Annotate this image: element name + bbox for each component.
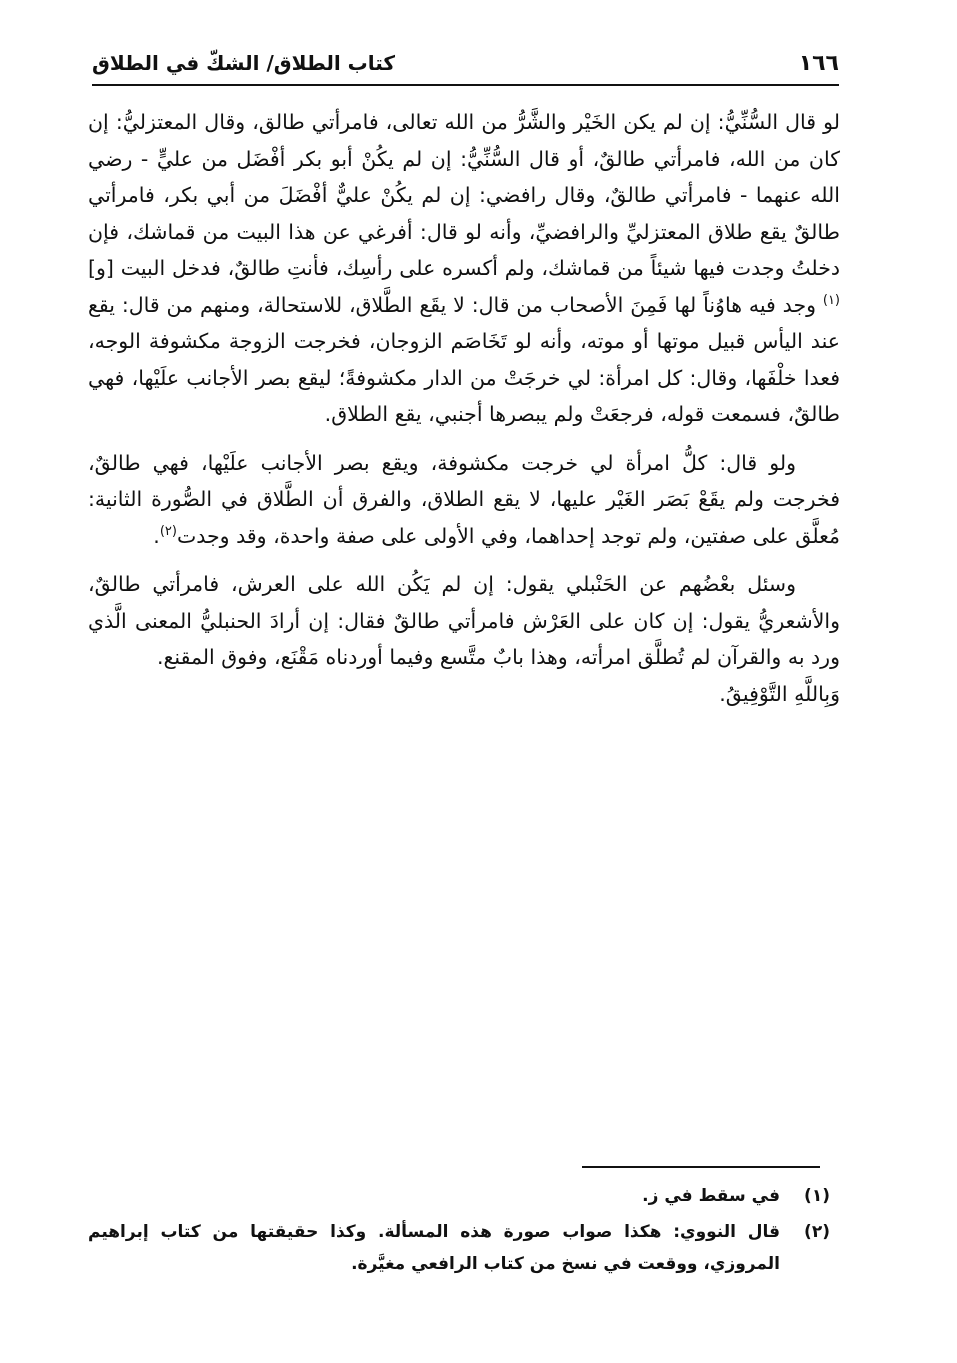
paragraph-3 xyxy=(88,566,840,712)
footnote-2 xyxy=(88,1216,840,1280)
main-text xyxy=(88,104,840,724)
footnote-ref-2: (٢) xyxy=(159,523,177,539)
paragraph-2-end: . xyxy=(153,523,160,548)
footnote-text: في سقط في ز. xyxy=(642,1186,780,1206)
closing-phrase: وَبِاللَّهِ التَّوْفِيقُ. xyxy=(719,681,840,706)
footnote-number: (٢) xyxy=(804,1222,830,1242)
paragraph-2-text: ولو قال: كلُّ امرأة لي خرجت مكشوفة، ويقع بصر الأجانب علَيْها، فهي طالقٌ، فخرجت ولم يقَعْ بَصَر الغَيْر عليها، لا يقع الطلاق، والفرق أن الطَّلاق في الصُّورة الثانية: مُعلَّق على صفتين، ولم توجد إحداهما، وفي الأولى على صفة واحدة، وقد وجدت xyxy=(88,450,840,548)
footnote-ref-1: (١) xyxy=(822,292,840,308)
footnote-text: قال النووي: هكذا صواب صورة هذه المسألة. وكذا حقيقتها من كتاب إبراهيم المروزي، ووقعت في نسخ من كتاب الرافعي مغيَّرة. xyxy=(88,1222,780,1274)
page-number: ١٦٦ xyxy=(798,50,839,76)
paragraph-1-continuation: وجد فيه هاوُناً لها فَمِنَ الأصحاب من قال: لا يقَع الطَّلاق، للاستحالة، ومنهم من قال: يقع عند اليأس قبيل موتها أو موته، وأنه لو تَخَاصَم الزوجان، فخرجت الزوجة مكشوفة الوجه، فعدا خلْفَها، وقال: كل امرأة: لي خرجَتْ من الدار مكشوفةً؛ ليقع بصر الأجانب علَيْها، فهي طالقٌ، فسمعت قوله، فرجعَتْ ولم يبصرها أجنبي، يقع الطلاق. xyxy=(88,292,840,426)
paragraph-2 xyxy=(88,445,840,555)
footnote-number: (١) xyxy=(804,1186,830,1206)
paragraph-1-text: لو قال السُّنِّيُّ: إن لم يكن الخَيْر والشَّرُّ من الله تعالى، فامرأتي طالق، وقال المعتزليُّ: إن كان من الله، فامرأتي طالقٌ، أو قال السُّنِّيُّ: إن لم يكُنْ أبو بكر أفْضَل من عليٍّ - رضي الله عنهما - فامرأتي طالقٌ، وقال رافضي: إن لم يكُنْ عليٌّ أفْضَلَ من أبي بكر، فامرأتي طالقٌ يقع طلاق المعتزليِّ والرافضيِّ، وأنه لو قال: أفرغي عن هذا البيت من قماشك، فإن دخلتُ وجدت فيها شيئاً من قماشك، ولم أكسره على رأسِك، فأنتِ طالقٌ، فدخل البيت [و] xyxy=(88,110,840,280)
page-header xyxy=(92,44,839,82)
paragraph-3-text: وسئل بعْضُهم عن الحَنْبلي يقول: إن لم يَكُن الله على العرش، فامرأتي طالقٌ، والأشعريُّ يقول: إن كان على العَرْش فامرأتي طالقٌ فقال: إن أرادَ الحنبليُّ المعنى الَّذي ورد به والقرآن لم تُطلَّق امرأته، وهذا بابٌ متَّسع وفيما أوردناه مَقْنَع، وفوق المقنع. xyxy=(88,572,840,669)
header-rule xyxy=(92,84,839,86)
footnotes xyxy=(88,1180,840,1284)
paragraph-1 xyxy=(88,104,840,433)
footnote-1 xyxy=(88,1180,840,1212)
running-title: كتاب الطلاق/ الشكّ في الطلاق xyxy=(92,51,396,75)
footnote-rule xyxy=(582,1166,820,1168)
